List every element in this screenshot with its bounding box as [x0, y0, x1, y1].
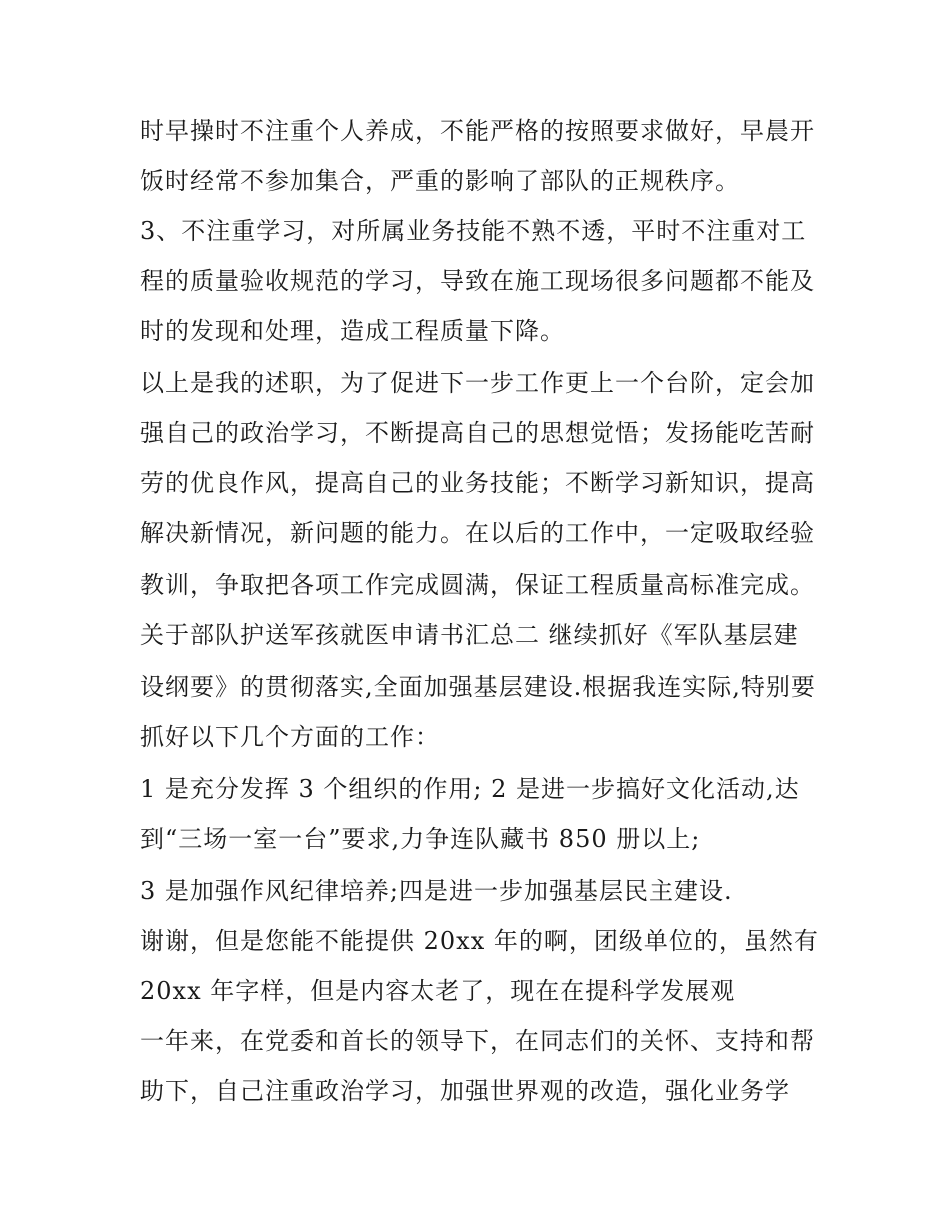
text-line: 教训，争取把各项工作完成圆满，保证工程质量高标准完成。: [140, 571, 815, 599]
text-line: 一年来，在党委和首长的领导下，在同志们的关怀、支持和帮: [140, 1027, 815, 1055]
text-line: 到“三场一室一台”要求,力争连队藏书 850 册以上;: [140, 825, 701, 853]
text-line: 3、不注重学习，对所属业务技能不熟不透，平时不注重对工: [140, 217, 807, 245]
text-line: 关于部队护送军孩就医申请书汇总二 继续抓好《军队基层建: [140, 621, 799, 649]
text-line: 以上是我的述职，为了促进下一步工作更上一个台阶，定会加: [140, 369, 815, 397]
text-line: 强自己的政治学习，不断提高自己的思想觉悟；发扬能吃苦耐: [140, 419, 815, 447]
text-line: 3 是加强作风纪律培养;四是进一步加强基层民主建设.: [140, 877, 733, 905]
text-line: 程的质量验收规范的学习，导致在施工现场很多问题都不能及: [140, 267, 815, 295]
text-line: 助下，自己注重政治学习，加强世界观的改造，强化业务学: [140, 1077, 790, 1105]
text-line: 解决新情况，新问题的能力。在以后的工作中，一定吸取经验: [140, 519, 815, 547]
text-line: 劳的优良作风，提高自己的业务技能；不断学习新知识，提高: [140, 469, 815, 497]
text-line: 1 是充分发挥 3 个组织的作用; 2 是进一步搞好文化活动,达: [140, 775, 800, 803]
text-line: 时早操时不注重个人养成，不能严格的按照要求做好，早晨开: [140, 117, 815, 145]
text-line: 抓好以下几个方面的工作：: [140, 723, 440, 751]
text-line: 设纲要》的贯彻落实,全面加强基层建设.根据我连实际,特别要: [140, 673, 816, 701]
text-line: 时的发现和处理，造成工程质量下降。: [140, 317, 565, 345]
text-line: 20xx 年字样，但是内容太老了，现在在提科学发展观: [140, 977, 736, 1005]
text-line: 饭时经常不参加集合，严重的影响了部队的正规秩序。: [140, 167, 740, 195]
text-line: 谢谢，但是您能不能提供 20xx 年的啊，团级单位的，虽然有: [140, 927, 819, 955]
